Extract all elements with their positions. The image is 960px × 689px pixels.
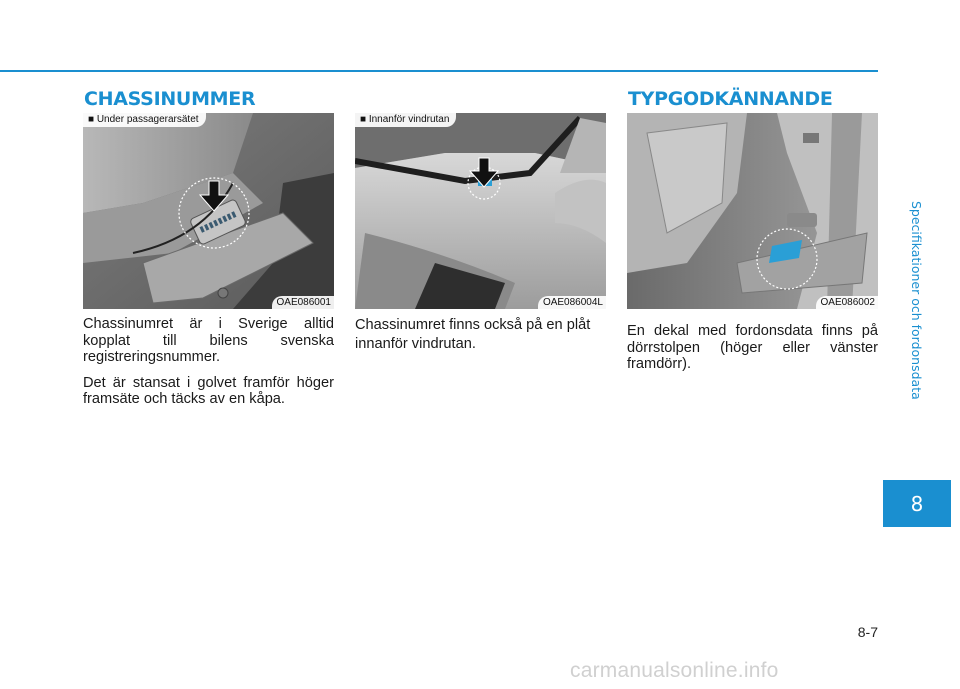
paragraph: Chassinumret finns också på en plåt innanför vindrutan. (355, 317, 591, 352)
photo-code: OAE086002 (816, 296, 879, 309)
photo-door-pillar (627, 113, 878, 309)
chapter-tab: 8 (883, 480, 951, 527)
photo-code: OAE086001 (272, 296, 335, 309)
windshield-illustration (355, 113, 606, 309)
chassis-text (83, 316, 334, 417)
section-title-type-approval: TYPGODKÄNNANDE (628, 88, 833, 110)
seat-floor-illustration (83, 113, 334, 309)
paragraph: En dekal med fordonsdata finns på dörrstolpen (höger eller vänster framdörr). (627, 323, 878, 372)
type-approval-text (627, 323, 878, 382)
watermark: carmanualsonline.info (570, 659, 779, 682)
photo-under-seat (83, 113, 334, 309)
section-title-chassis: CHASSINUMMER (84, 88, 256, 110)
windshield-text (355, 316, 606, 363)
photo-caption: ■ Under passagerarsätet (83, 113, 206, 127)
photo-code: OAE086004L (538, 296, 606, 309)
photo-windshield (355, 113, 606, 309)
paragraph: Chassinumret är i Sverige alltid kopplat till bilens svenska registreringsnummer. (83, 316, 334, 365)
page-number: 8-7 (857, 624, 878, 640)
header-rule (0, 70, 878, 72)
paragraph: Det är stansat i golvet framför höger framsäte och täcks av en kåpa. (83, 374, 334, 407)
chapter-title: Specifikationer och fordonsdata (909, 200, 924, 400)
door-pillar-illustration (627, 113, 878, 309)
photo-caption: ■ Innanför vindrutan (355, 113, 456, 127)
